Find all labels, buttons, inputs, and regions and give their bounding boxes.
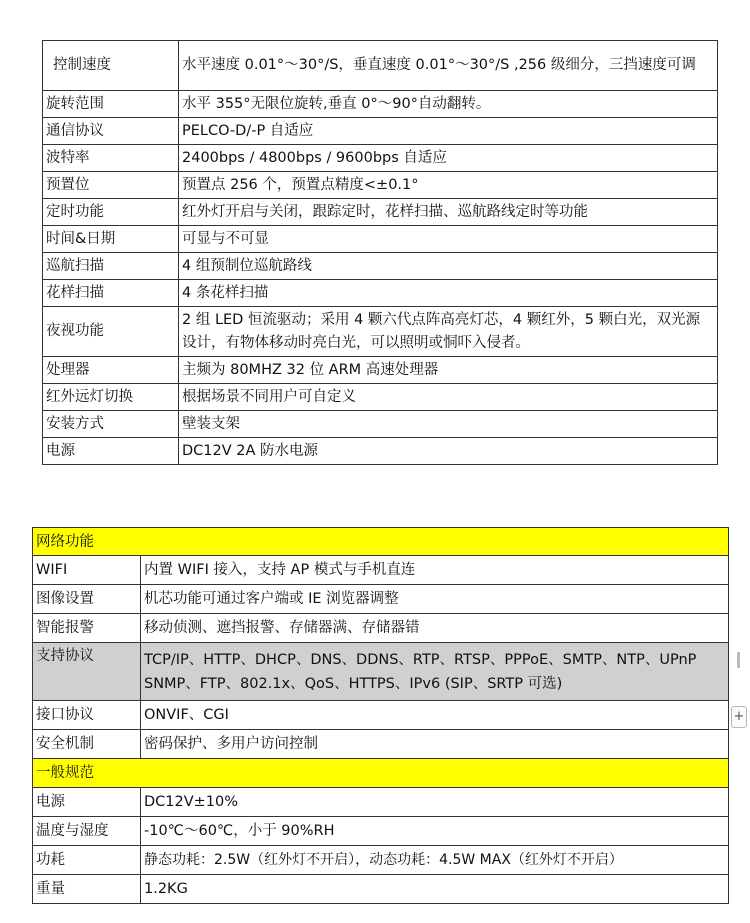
row-label: 功耗	[33, 846, 141, 875]
table-row	[33, 585, 729, 614]
table-row	[33, 875, 729, 904]
row-label: 图像设置	[33, 585, 141, 614]
table-row	[33, 788, 729, 817]
table-row	[43, 91, 718, 118]
row-resize-handle[interactable]	[737, 652, 740, 668]
row-value: 4 条花样扫描	[179, 280, 718, 307]
row-value: TCP/IP、HTTP、DHCP、DNS、DDNS、RTP、RTSP、PPPoE、SMTP、NTP、UPnP SNMP、FTP、802.1x、QoS、HTTPS、IPv6 (SIP、SRTP 可选)	[141, 643, 729, 701]
section-title: 网络功能	[33, 528, 729, 556]
plus-icon[interactable]: +	[731, 706, 747, 728]
row-value: 水平 355°无限位旋转,垂直 0°～90°自动翻转。	[179, 91, 718, 118]
row-label: 安全机制	[33, 730, 141, 759]
row-label: 重量	[33, 875, 141, 904]
row-value: 主频为 80MHZ 32 位 ARM 高速处理器	[179, 357, 718, 384]
table-row	[43, 118, 718, 145]
row-label: 处理器	[43, 357, 179, 384]
table-row	[43, 357, 718, 384]
row-label: 时间&日期	[43, 226, 179, 253]
table-row	[33, 614, 729, 643]
table-row	[33, 817, 729, 846]
row-value: 红外灯开启与关闭，跟踪定时，花样扫描、巡航路线定时等功能	[179, 199, 718, 226]
table-row	[33, 730, 729, 759]
row-value: ONVIF、CGI	[141, 701, 729, 730]
table-row	[43, 41, 718, 91]
row-value: 静态功耗：2.5W（红外灯不开启），动态功耗：4.5W MAX（红外灯不开启）	[141, 846, 729, 875]
row-value: 根据场景不同用户可自定义	[179, 384, 718, 411]
table-row	[43, 226, 718, 253]
row-value: 可显与不可显	[179, 226, 718, 253]
row-value: 1.2KG	[141, 875, 729, 904]
row-label: WIFI	[33, 556, 141, 585]
row-label: 红外远灯切换	[43, 384, 179, 411]
row-label: 温度与湿度	[33, 817, 141, 846]
row-value: 2400bps / 4800bps / 9600bps 自适应	[179, 145, 718, 172]
table-row	[43, 411, 718, 438]
row-value: 机芯功能可通过客户端或 IE 浏览器调整	[141, 585, 729, 614]
row-value: 密码保护、多用户访问控制	[141, 730, 729, 759]
table-row	[43, 199, 718, 226]
table-row	[43, 438, 718, 465]
row-value: 移动侦测、遮挡报警、存储器满、存储器错	[141, 614, 729, 643]
row-value: 内置 WIFI 接入，支持 AP 模式与手机直连	[141, 556, 729, 585]
row-value: DC12V±10%	[141, 788, 729, 817]
row-label: 安装方式	[43, 411, 179, 438]
row-value: DC12V 2A 防水电源	[179, 438, 718, 465]
table-row	[43, 253, 718, 280]
row-value: 2 组 LED 恒流驱动；采用 4 颗六代点阵高亮灯芯，4 颗红外，5 颗白光，双光源设计，有物体移动时亮白光，可以照明或恫吓入侵者。	[179, 307, 718, 357]
row-label: 波特率	[43, 145, 179, 172]
row-value: -10℃～60℃，小于 90%RH	[141, 817, 729, 846]
table-row	[33, 701, 729, 730]
row-value: 预置点 256 个，预置点精度<±0.1°	[179, 172, 718, 199]
table-row	[43, 145, 718, 172]
row-label: 电源	[33, 788, 141, 817]
row-label: 支持协议	[33, 643, 141, 701]
row-value: 4 组预制位巡航路线	[179, 253, 718, 280]
row-label: 控制速度	[43, 41, 179, 91]
row-label: 智能报警	[33, 614, 141, 643]
table-row	[43, 384, 718, 411]
table-row	[43, 280, 718, 307]
row-label: 预置位	[43, 172, 179, 199]
row-label: 花样扫描	[43, 280, 179, 307]
row-label: 通信协议	[43, 118, 179, 145]
section-title: 一般规范	[33, 759, 729, 788]
row-label: 旋转范围	[43, 91, 179, 118]
section-header-general	[33, 759, 729, 788]
row-label: 电源	[43, 438, 179, 465]
table-row	[33, 846, 729, 875]
row-label: 定时功能	[43, 199, 179, 226]
row-label: 夜视功能	[43, 307, 179, 357]
spec-table-ptz	[42, 40, 718, 465]
row-label: 巡航扫描	[43, 253, 179, 280]
section-header-network	[33, 528, 729, 556]
row-value: 壁装支架	[179, 411, 718, 438]
table-row	[43, 172, 718, 199]
row-value: PELCO-D/-P 自适应	[179, 118, 718, 145]
row-label: 接口协议	[33, 701, 141, 730]
row-value: 水平速度 0.01°～30°/S，垂直速度 0.01°～30°/S ,256 级细分，三挡速度可调	[179, 41, 718, 91]
spec-table-network	[32, 527, 729, 904]
table-row	[43, 307, 718, 357]
table-row	[33, 556, 729, 585]
table-row	[33, 643, 729, 701]
